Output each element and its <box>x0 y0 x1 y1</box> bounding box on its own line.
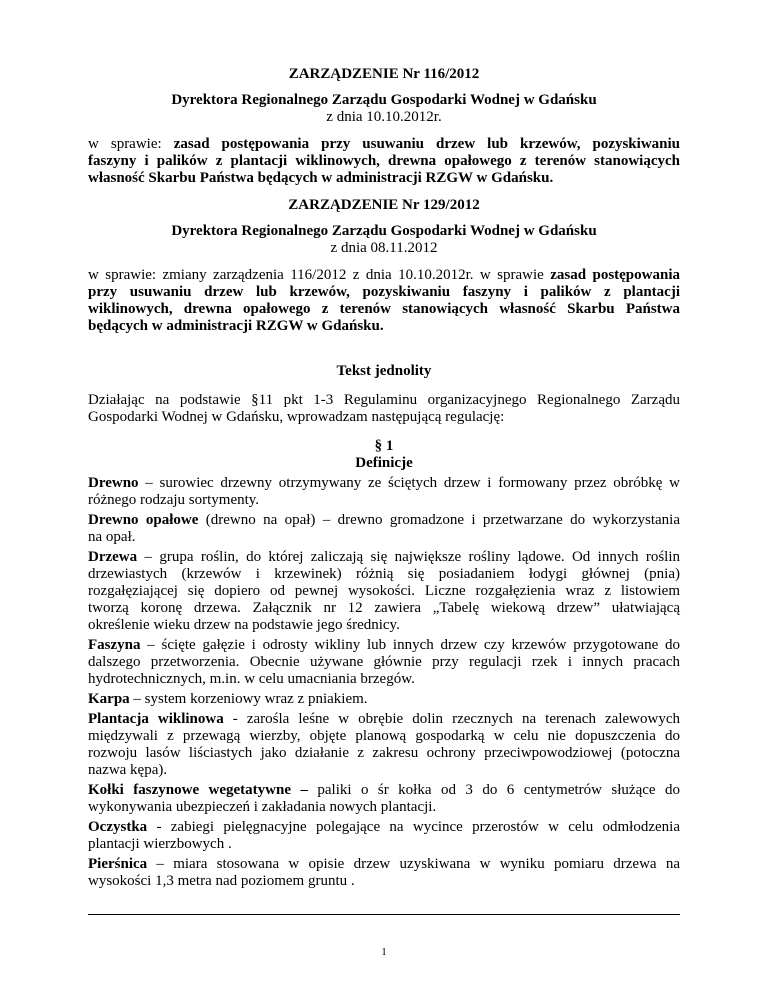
order-116-issuer: Dyrektora Regionalnego Zarządu Gospodarki Wodnej w Gdańsku <box>171 92 597 108</box>
order-129-issuer: Dyrektora Regionalnego Zarządu Gospodarki Wodnej w Gdańsku <box>171 223 597 239</box>
order-129-subject-bold: zasad postępowania <box>550 267 680 283</box>
order-129-subject-line3: wiklinowych, drewna opałowego z terenów stanowiących własność Skarbu Państwa <box>88 301 680 317</box>
footer-divider <box>88 914 680 915</box>
consolidated-text-title: Tekst jednolity <box>336 363 432 379</box>
section-title: Definicje <box>355 455 413 471</box>
definition-term: Faszyna <box>88 637 141 653</box>
order-129-title: ZARZĄDZENIE Nr 129/2012 <box>288 197 480 213</box>
order-129-subject-prefix: w sprawie: zmiany zarządzenia 116/2012 z dnia 10.10.2012r. w sprawie <box>88 267 551 283</box>
definition-drewno-opalowe: Drewno opałowe (drewno na opał) – drewno gromadzone i przetwarzane do wykorzystania na opał. <box>88 512 680 545</box>
definition-piersnica: Pierśnica – miara stosowana w opisie drzew uzyskiwana w wyniku pomiaru drzewa na wysokości 1,3 metra nad poziomem gruntu . <box>88 856 680 889</box>
definition-term: Drewno opałowe <box>88 512 199 528</box>
definition-karpa: Karpa – system korzeniowy wraz z pniakiem. <box>88 691 368 707</box>
order-129-date: z dnia 08.11.2012 <box>330 240 438 256</box>
definition-kolki-faszynowe: Kołki faszynowe wegetatywne – paliki o śr kołka od 3 do 6 centymetrów służące do wykonywania ubezpieczeń i zakładania nowych plantacji. <box>88 782 680 815</box>
definition-term: Oczystka <box>88 819 148 835</box>
order-116-subject <box>88 136 680 187</box>
definition-term: Plantacja wiklinowa <box>88 711 224 727</box>
intro-line2: Gospodarki Wodnej w Gdańsku, wprowadzam następującą regulację: <box>88 409 505 425</box>
definition-drewno: Drewno – surowiec drzewny otrzymywany ze ściętych drzew i formowany przez obróbkę w różnego rodzaju sortymenty. <box>88 475 680 508</box>
order-129-subject <box>88 267 680 335</box>
definition-term: Drewno <box>88 475 139 491</box>
definition-faszyna: Faszyna – ścięte gałęzie i odrosty wikliny lub innych drzew czy krzewów przygotowane do dalszego przetworzenia. Obecnie używane głównie przy regulacji rzek i innych pracach hydrotechnicznych, m.in. w celu umacniania brzegów. <box>88 637 680 687</box>
definition-plantacja-wiklinowa: Plantacja wiklinowa - zarośla leśne w obrębie dolin rzecznych na terenach zalewowych międzywali z przewagą wierzby, objęte planową gospodarką w celu nie dopuszczenia do rozwoju lasów liściastych jako działanie z zakresu ochrony przeciwpowodziowej (potoczna nazwa kępa). <box>88 711 680 778</box>
intro-paragraph <box>88 392 680 426</box>
order-116-title: ZARZĄDZENIE Nr 116/2012 <box>288 66 480 82</box>
definition-oczystka: Oczystka - zabiegi pielęgnacyjne polegające na wycince przerostów w celu odmłodzenia plantacji wierzbowych . <box>88 819 680 852</box>
definition-term: Pierśnica <box>88 856 148 872</box>
order-116-subject-line2: faszyny i palików z plantacji wiklinowych, drewna opałowego z terenów stanowiących <box>88 153 680 169</box>
definition-drzewa: Drzewa – grupa roślin, do której zaliczają się największe rośliny lądowe. Od innych roślin drzewiastych (krzewów i krzewinek) różnią się posiadaniem łodygi głównej (pnia) rozgałęziającej się dopiero od pewnej wysokości. Liczne rozgałęzienia wraz z listowiem tworzą koronę drzewa. Załącznik nr 12 zawiera „Tabelę wiekową drzew” ułatwiającą określenie wieku drzew na podstawie jego średnicy. <box>88 549 680 633</box>
definition-term: Drzewa <box>88 549 138 565</box>
order-116-subject-line3: własność Skarbu Państwa będących w administracji RZGW w Gdańsku. <box>88 170 554 186</box>
order-116-subject-prefix: w sprawie: <box>88 136 174 152</box>
order-116-subject-bold: zasad postępowania przy usuwaniu drzew lub krzewów, pozyskiwaniu <box>173 136 681 152</box>
intro-line1: Działając na podstawie §11 pkt 1-3 Regulaminu organizacyjnego Regionalnego Zarządu <box>88 392 680 408</box>
definition-term: Kołki faszynowe wegetatywne – <box>88 782 308 798</box>
order-129-subject-line2: przy usuwaniu drzew lub krzewów, pozyskiwaniu faszyny i palików z plantacji <box>88 284 680 300</box>
page-number: 1 <box>381 946 387 958</box>
document-body <box>88 66 680 890</box>
order-116-date: z dnia 10.10.2012r. <box>326 109 442 125</box>
definition-term: Karpa <box>88 691 130 707</box>
section-number: § 1 <box>374 438 394 454</box>
order-129-subject-line4: będących w administracji RZGW w Gdańsku. <box>88 318 384 334</box>
